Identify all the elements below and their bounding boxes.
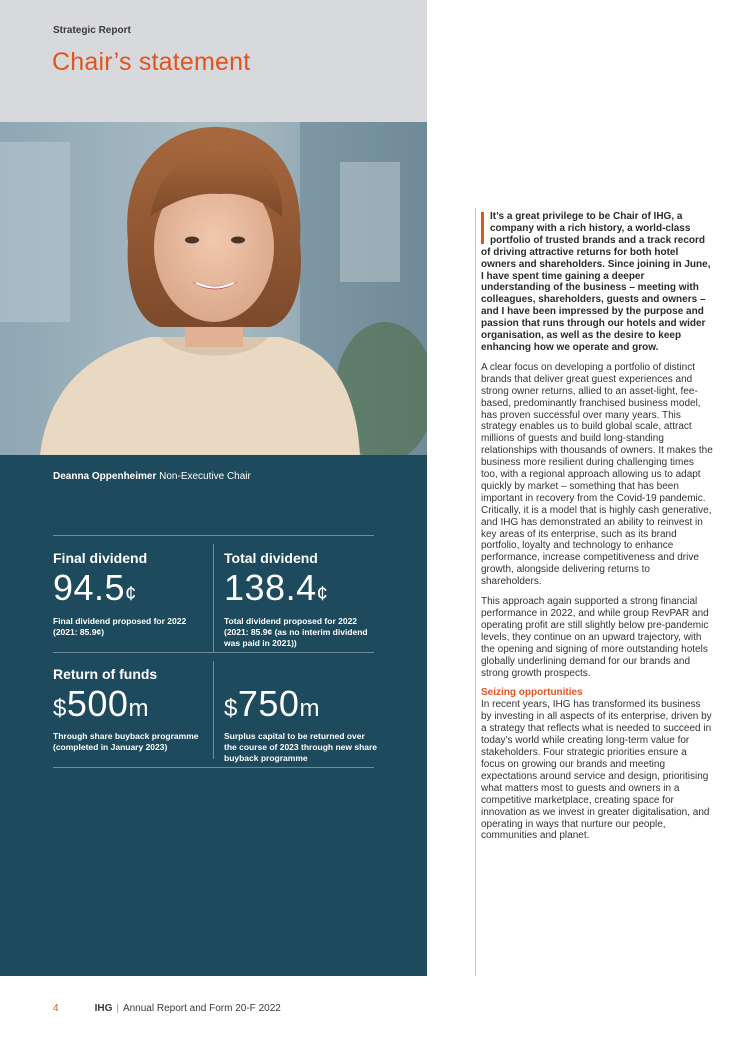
stat-surplus-capital: [224, 682, 379, 764]
column-divider: [213, 661, 214, 759]
stat-number: 500: [66, 683, 129, 724]
dividend-panel: [0, 455, 427, 976]
section-subheading: Seizing opportunities: [481, 687, 583, 699]
column-divider: [213, 544, 214, 652]
unit-symbol: m: [128, 695, 149, 722]
body-paragraph: This approach again supported a strong financial performance in 2022, and while group RevPAR and operating profit are still slightly below pre-pandemic levels, they continue on an upward trajectory, with the opening and signing of more outstanding hotels globally underlining demand for our brands and strong growth prospects.: [481, 596, 709, 679]
chair-portrait-photo: [0, 122, 427, 455]
footer-brand: IHG: [94, 1003, 113, 1014]
stat-description: Surplus capital to be returned over the course of 2023 through new share buyback programme: [224, 731, 378, 763]
section-kicker: Strategic Report: [53, 25, 131, 36]
divider-line: [53, 535, 374, 536]
stat-description: Through share buyback programme (completed in January 2023): [53, 731, 199, 752]
intro-text: It’s a great privilege to be Chair of IHG, a company with a rich history, a world-class portfolio of trusted brands and a track record of driving attractive returns for both hotel owners and shareholders. Since joining in June, I have spent time gaining a deeper understanding of the business – meeting with colleagues, shareholders, guests and owners – and I have been impressed by the purpose and passion that runs through our hotels and wider organisation, as well as the desire to keep enhancing how we operate and grow.: [481, 211, 711, 353]
cent-symbol: ¢: [316, 583, 329, 605]
intro-paragraph: [481, 211, 713, 354]
stat-value: [53, 684, 208, 729]
dollar-symbol: $: [224, 695, 238, 722]
page-footer: [53, 1003, 281, 1014]
dollar-symbol: $: [53, 695, 67, 722]
stat-value: [53, 568, 208, 614]
accent-bar: [481, 212, 484, 244]
divider-line: [53, 652, 374, 653]
footer-document-title: Annual Report and Form 20-F 2022: [122, 1003, 281, 1014]
body-paragraph: A clear focus on developing a portfolio of distinct brands that deliver great guest experiences and strong owner returns, allied to an asset-light, fee-based, predominantly franchised business model, has proven successful over many years. This strategy enables us to build global scale, attract millions of guests and build long-standing relationships with thousands of owners. It makes the business more resilient during challenging times too, with a regional approach allowing us to adapt quickly by market – something that has been important in recovery from the Covid-19 pandemic. Critically, it is a model that is highly cash generative, and IHG has demonstrated an ability to reinvest in key areas of its enterprise, such as its brand portfolio, loyalty and technology to enhance performance, increase competitiveness and drive growth, alongside delivering returns to shareholders.: [481, 361, 713, 588]
stat-number: 94.5: [53, 567, 126, 608]
stat-number: 750: [237, 683, 300, 724]
footer-separator: |: [116, 1003, 119, 1014]
stat-label: Total dividend: [224, 550, 318, 566]
article-body: [481, 211, 713, 842]
stat-label: Return of funds: [53, 666, 158, 682]
unit-symbol: m: [299, 695, 320, 722]
page-number: 4: [53, 1003, 59, 1014]
photo-caption: [53, 471, 251, 482]
portrait-illustration: [0, 122, 427, 455]
stat-description: Final dividend proposed for 2022 (2021: 85.9¢): [53, 616, 187, 637]
column-rule: [475, 208, 476, 976]
caption-name: Deanna Oppenheimer: [53, 471, 157, 482]
stat-value: [224, 684, 379, 729]
stat-number: 138.4: [224, 567, 317, 608]
caption-role: Non-Executive Chair: [156, 471, 251, 482]
stat-total-dividend: [224, 550, 379, 649]
stat-value: [224, 568, 379, 614]
stat-label: Final dividend: [53, 550, 148, 566]
page-title: Chair’s statement: [52, 48, 251, 76]
stat-return-of-funds: [53, 666, 208, 753]
divider-line: [53, 767, 374, 768]
stat-description: Total dividend proposed for 2022 (2021: 85.9¢ (as no interim dividend was paid in 2021)): [224, 616, 368, 648]
cent-symbol: ¢: [125, 583, 137, 605]
body-paragraph: In recent years, IHG has transformed its business by investing in all aspects of its enterprise, driven by a strategy that reflects what is needed to succeed in today’s world while creating long-term value for stakeholders. Four strategic priorities ensure a focus on growing our brands and meeting expectations around service and design, prioritising what matters most to guests and owners in a competitive marketplace, creating space for innovation as we invest in greater digitalisation, and operating in ways that nurture our people, communities and planet.: [481, 699, 712, 842]
stat-final-dividend: [53, 550, 208, 638]
